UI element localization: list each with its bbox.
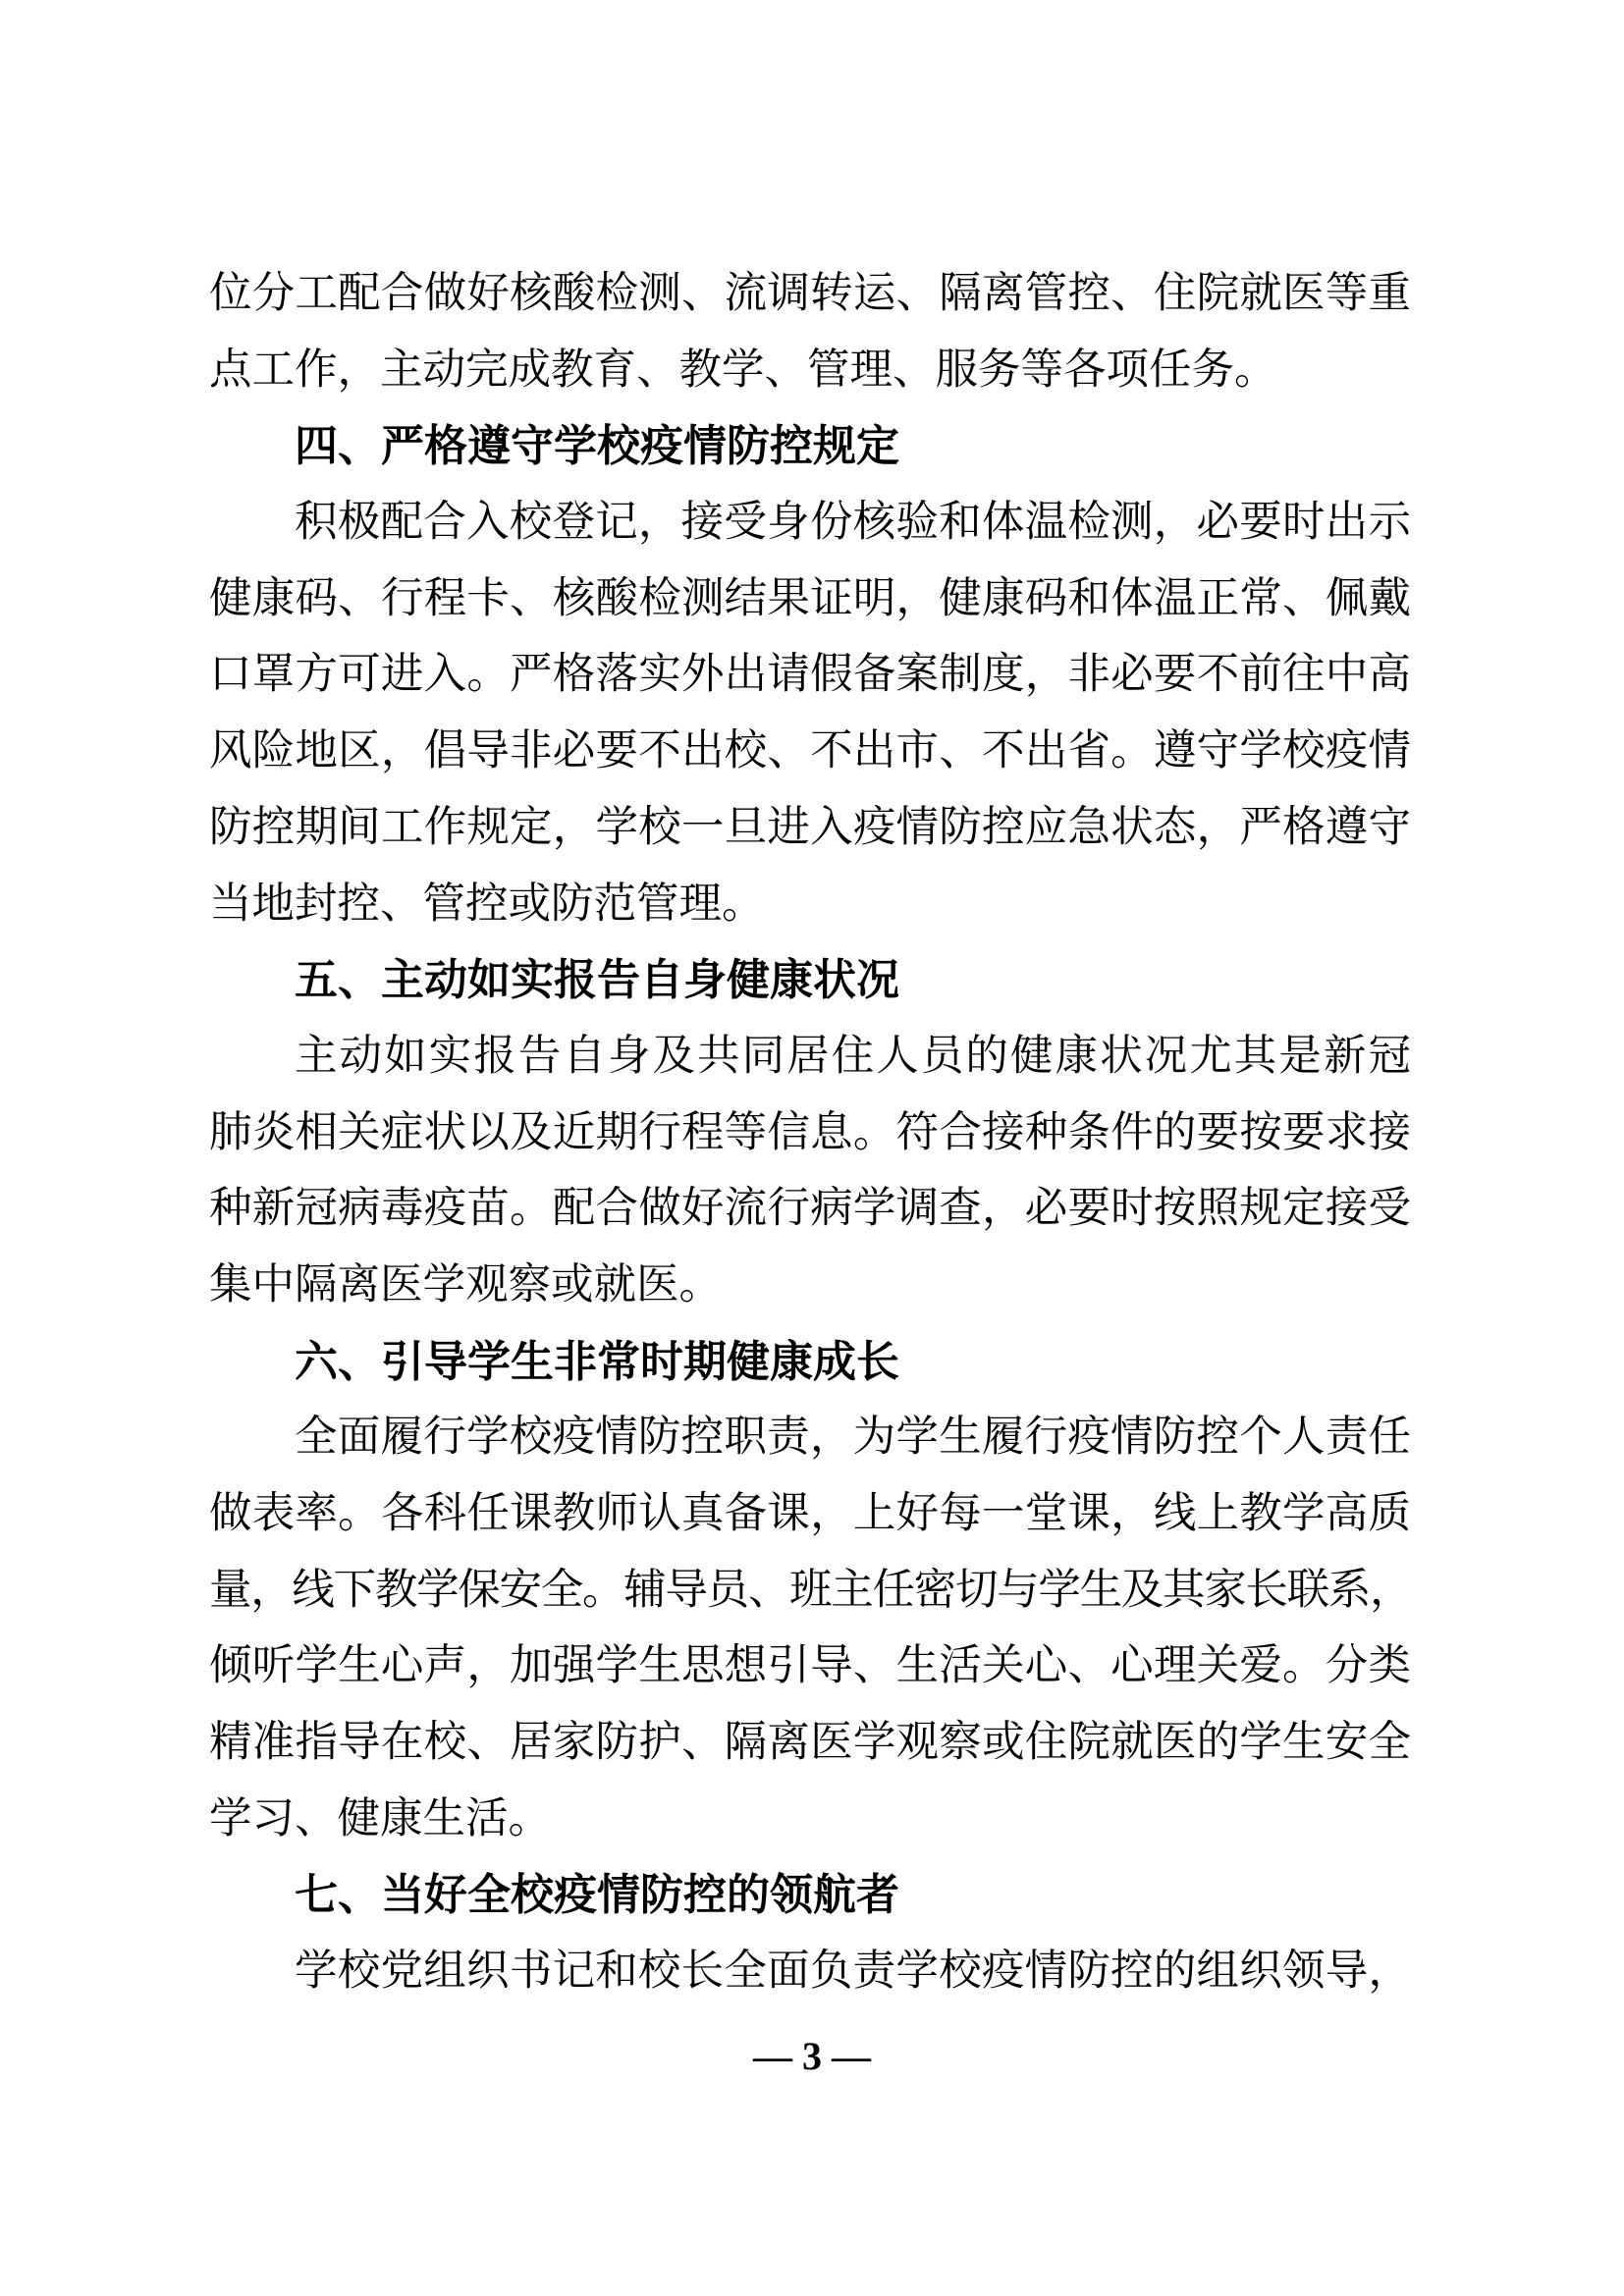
section-heading-7: 七、当好全校疫情防控的领航者 (295, 1871, 899, 1920)
section-heading-5: 五、主动如实报告自身健康状况 (295, 956, 899, 1005)
body-line: 位分工配合做好核酸检测、流调转运、隔离管控、住院就医等重 (209, 270, 1411, 317)
body-line: 健康码、行程卡、核酸检测结果证明，健康码和体温正常、佩戴 (209, 574, 1411, 622)
section-heading-6: 六、引导学生非常时期健康成长 (295, 1337, 899, 1386)
body-line: 防控期间工作规定，学校一旦进入疫情防控应急状态，严格遵守 (209, 803, 1411, 851)
body-line: 当地封控、管控或防范管理。 (209, 880, 765, 928)
body-line: 口罩方可进入。严格落实外出请假备案制度，非必要不前往中高 (209, 651, 1411, 699)
body-line: 倾听学生心声，加强学生思想引导、生活关心、心理关爱。分类 (209, 1642, 1411, 1690)
body-line: 风险地区，倡导非必要不出校、不出市、不出省。遵守学校疫情 (209, 727, 1411, 775)
body-line: 全面履行学校疫情防控职责，为学生履行疫情防控个人责任 (295, 1414, 1411, 1462)
body-line: 种新冠病毒疫苗。配合做好流行病学调查，必要时按照规定接受 (209, 1185, 1411, 1233)
body-line: 做表率。各科任课教师认真备课，上好每一堂课，线上教学高质 (209, 1490, 1411, 1537)
body-line: 量，线下教学保安全。辅导员、班主任密切与学生及其家长联系， (209, 1566, 1411, 1614)
body-line: 主动如实报告自身及共同居住人员的健康状况尤其是新冠 (295, 1032, 1411, 1080)
body-line: 积极配合入校登记，接受身份核验和体温检测，必要时出示 (295, 499, 1411, 547)
body-line: 精准指导在校、居家防护、隔离医学观察或住院就医的学生安全 (209, 1719, 1411, 1767)
document-body (209, 256, 1411, 2010)
body-line: 肺炎相关症状以及近期行程等信息。符合接种条件的要按要求接 (209, 1108, 1411, 1156)
body-line: 集中隔离医学观察或就医。 (209, 1260, 722, 1308)
body-line: 学习、健康生活。 (209, 1794, 551, 1842)
body-line: 学校党组织书记和校长全面负责学校疫情防控的组织领导， (295, 1948, 1411, 1996)
page-number: — 3 — (753, 2034, 871, 2078)
section-heading-4: 四、严格遵守学校疫情防控规定 (295, 422, 899, 471)
body-line: 点工作，主动完成教育、教学、管理、服务等各项任务。 (209, 346, 1277, 394)
